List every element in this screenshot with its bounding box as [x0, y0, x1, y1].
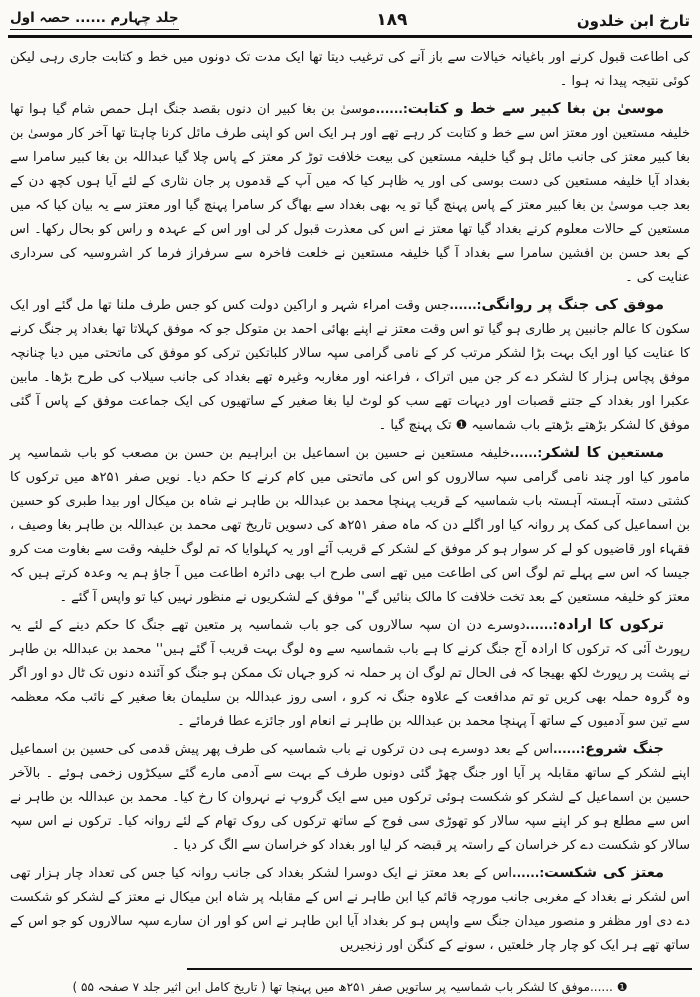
- footnote-rule: [187, 968, 692, 970]
- heading-separator: :......: [525, 617, 558, 632]
- heading-separator: :......: [553, 741, 586, 756]
- paragraph-text: دوسرے دن ان سپہ سالاروں کی جو باب شماسیہ پر متعین تھے جنگ کا حکم دینے کے لئے یہ رپورٹ آئی کہ ترکوں کا ارادہ آج جنگ کرنے کا ہے باب شماسیہ سے وہ لوگ بہت قریب آ گئے ہیں'' محمد بن عبداللہ بن طاہر نے پشت پر رپورٹ لکھ بھیجا کہ فی الحال تم لوگ ان پر حملہ نہ کرو جہاں تک ممکن ہو جنگ کو آئندہ دنوں تک ٹال دو اور اگر وہ گروہ حملہ بھی کریں تو تم مدافعت کے علاوہ جنگ نہ کرو ، اسی روز عبداللہ بن سلیمان بغا صغیر کے نائب مکہ معظمہ سے تین سو آدمیوں کے ساتھ آ پہنچا محمد بن عبداللہ بن طاہر نے انعام اور جائزے عطا فرمائے ۔: [10, 617, 690, 729]
- footnote: [8, 977, 692, 997]
- volume-label: جلد چہارم ...... حصہ اول: [10, 10, 179, 30]
- heading-separator: :......: [512, 865, 545, 880]
- book-title: تارخ ابن خلدون: [576, 12, 690, 30]
- footnote-text: ❶ ......موفق کا لشکر باب شماسیہ پر ساتویں صفر ۲۵۱ھ میں پہنچا تھا ( تاریخ کامل ابن اثیر جلد ۷ صفحہ ۵۵ ): [72, 979, 628, 994]
- section-heading: جنگ شروع: [585, 740, 664, 757]
- section-war-begins: [10, 737, 690, 858]
- paragraph-text: اس کے بعد معتز نے ایک دوسرا لشکر بغداد کی جانب روانہ کیا جس کی تعداد چار ہزار تھی اس لشکر نے بغداد کے مغربی جانب مورچہ قائم کیا ابن طاہر نے اس کے مقابلہ پر شاہ ابن میکال نے معتز کے لشکر کو شکست دے دی اور مظفر و منصور میدان جنگ سے واپس ہو کر بغداد آیا ابن طاہر نے اس کو اور ان سارے سپہ سالاروں کو جو اس کے ساتھ تھے ہر ایک کو چار چار خلعتیں ، سونے کے کنگن اور زنجیریں: [10, 865, 690, 953]
- section-mutazz-defeat: [10, 861, 690, 958]
- section-muwaffaq-departure: [10, 293, 690, 438]
- section-musa-bin-bugha: [10, 97, 690, 290]
- heading-separator: :......: [375, 101, 408, 116]
- section-heading: مستعین کا لشکر: [542, 444, 664, 461]
- section-heading: ترکوں کا ارادہ: [557, 616, 665, 633]
- section-heading: معتز کی شکست: [544, 864, 664, 881]
- paragraph-text: موسیٰ بن بغا کبیر ان دنوں بقصد جنگ اہل حمص شام گیا ہوا تھا خلیفہ مستعین اور معتز اس سے خط و کتابت کر رہے تھے اور ہر ایک اس کو اپنی طرف مائل کرنا چاہتا تھا آخر کار موسیٰ بن بغا کبیر معتز کی جانب مائل ہو گیا خلیفہ مستعین کی بیعت خلافت توڑ کر معتز کے پاس چلا گیا عبداللہ بن بغا کبیر سامرا سے بغداد آیا خلیفہ مستعین کی دست بوسی کی اور یہ ظاہر کیا کہ میں آپ کے قدموں پر جان نثاری کے لئے آیا ہوں کچھ دن کے بعد جب موسیٰ بن بغا کبیر معتز کے پاس پہنچ گیا تو یہ بھی بغداد سے بھاگ کر سامرا پہنچ گیا اور معتز سے یہ بیان کیا کہ میں مستعین کے حالات معلوم کرنے بغداد گیا تھا معتز نے اس کی معذرت قبول کر لی اور اس کے عہدہ و راس کو بحال رکھا۔ اس کے بعد حسن بن افشین سامرا سے بغداد آ گیا خلیفہ مستعین نے خلعت فاخرہ سے سرفراز فرما کر اشروسیہ کی سرداری عنایت کی ۔: [10, 101, 690, 285]
- section-mustain-army: [10, 441, 690, 610]
- page-content: [8, 38, 692, 958]
- section-turks-intention: [10, 613, 690, 734]
- paragraph-text: کی اطاعت قبول کرنے اور باغیانہ خیالات سے باز آنے کی ترغیب دیتا تھا ایک مدت تک دونوں میں خط و کتابت جاری رہی لیکن کوئی نتیجہ پیدا نہ ہوا ۔: [10, 49, 690, 89]
- section-heading: موفق کی جنگ پر روانگی: [481, 296, 664, 313]
- paragraph-text: خلیفہ مستعین نے حسین بن اسماعیل بن ابراہیم بن حسن بن مصعب کو باب شماسیہ پر مامور کیا اور چند نامی گرامی سپہ سالاروں کو اس کی ماتحتی میں کام کرنے کا حکم دیا۔ نویں صفر ۲۵۱ھ میں ترکوں کا کشتی دستہ آہستہ آہستہ باب شماسیہ کے قریب پہنچا محمد بن عبداللہ بن طاہر نے شاہ بن میکال اور بیدا طبری کو حسین بن اسماعیل کی کمک پر روانہ کیا اور اگلے دن کہ ماہ صفر ۲۵۱ھ کی دسویں تاریخ تھی محمد بن عبداللہ بن طاہر بغا وصیف ، فقہاء اور قاضیوں کو لے کر سوار ہو کر موفق کے لشکر کے قریب آئے اور یہ کہلوایا کہ تم لوگ خلیفہ وقت سے بغاوت مت کرو جیسا کہ اس سے پہلے تم لوگ اس کی اطاعت میں تھے اسی طرح اب بھی دائرہ اطاعت میں آ جاؤ ہم یہ وعدہ کرتے ہیں کہ معتز کو خلیفہ مستعین کے بعد تخت خلافت کا مالک بنائیں گے'' موفق کے لشکریوں نے منظور نہیں کیا تو واپس آ گئے ۔: [10, 445, 690, 605]
- heading-separator: :......: [449, 297, 482, 312]
- paragraph-text: جس وقت امراء شہر و اراکین دولت کس کو جس طرف ملنا تھا مل گئے اور ایک سکون کا عالم جانبین پر طاری ہو گیا تو اس وقت معتز نے اپنے بھائی احمد بن متوکل جو کہ موفق کہلاتا تھا بغداد پر جنگ کرنے کا عنایت کیا اور ایک بہت بڑا لشکر مرتب کر کے نامی گرامی سپہ سالار کلباتکین ترکی کو موفق کی ماتحتی میں دیا چنانچہ موفق پچاس ہزار کا لشکر دے کر جن میں اتراک ، فراعنہ اور مغاربہ وغیرہ تھے بغداد کی جانب سیلاب کی طرح بڑھا۔ مابین عکبرا اور بغداد کے جتنے قصبات اور دیہات تھے سب کو لوٹ لیا بغا صغیر کے ساتھیوں کی ایک جماعت موفق کے پاس آ گئی موفق کا لشکر بڑھتے بڑھتے باب شماسیہ ❶ تک پہنچ گیا ۔: [10, 297, 690, 433]
- paragraph-text: اس کے بعد دوسرے ہی دن ترکوں نے باب شماسیہ کی طرف پھر پیش قدمی کی حسین بن اسماعیل اپنے لشکر کے ساتھ مقابلہ پر آیا اور جنگ چھڑ گئی دونوں طرف کے بہت سے آدمی مارے گئے سیکڑوں زخمی ہوئے ۔ بالآخر حسین بن اسماعیل کے لشکر کو شکست ہوئی ترکوں میں سے ایک گروپ نے نہروان کا رخ کیا۔ محمد بن عبداللہ بن طاہر نے اس سے مطلع ہو کر اپنے سپہ سالار کو تھوڑی سی فوج کے ساتھ ترکوں کی روک تھام کے لئے روانہ کیا۔ ترکوں نے اس سپہ سالار کو شکست دے کر خراسان کے راستہ پر قبضہ کر لیا اور بغداد کو خراسان سے الگ کر دیا ۔: [10, 741, 690, 853]
- continuation-paragraph: [10, 46, 690, 94]
- heading-separator: :......: [510, 445, 543, 460]
- page-number: ۱۸۹: [376, 10, 408, 30]
- page-header: [8, 6, 692, 33]
- section-heading: موسیٰ بن بغا کبیر سے خط و کتابت: [407, 100, 664, 117]
